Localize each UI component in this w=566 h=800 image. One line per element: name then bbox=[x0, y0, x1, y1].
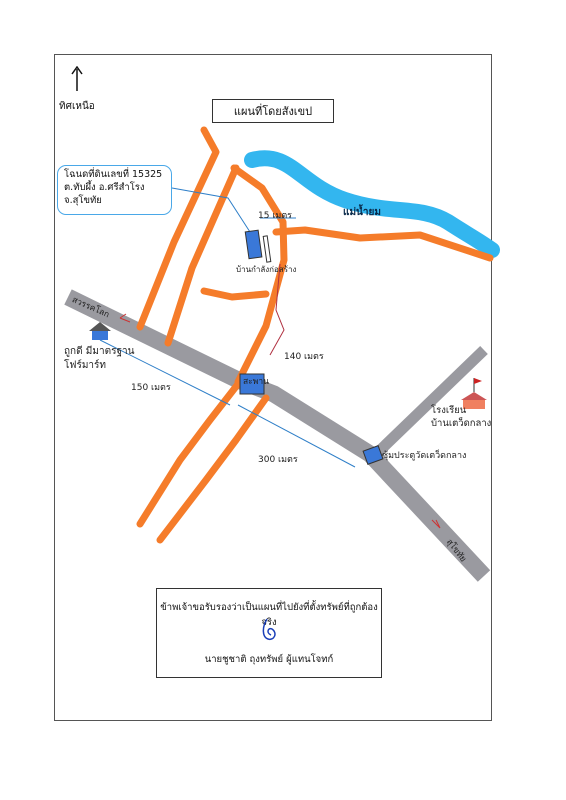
road-label-phitsanulok: สวรรคโลก bbox=[70, 295, 111, 321]
house-marker bbox=[245, 230, 262, 259]
distance-150-label: 150 เมตร bbox=[131, 383, 171, 393]
distance-140-label: 140 เมตร bbox=[284, 352, 324, 362]
deed-line-1: โฉนดที่ดินเลขที่ 15325 bbox=[64, 169, 163, 180]
shop-label-1: ถูกดี มีมาตรฐาน bbox=[64, 346, 135, 357]
main-highway bbox=[68, 297, 484, 576]
distance-15-label: 15 เมตร bbox=[258, 211, 293, 221]
house-label: บ้านกำลังก่อสร้าง bbox=[236, 265, 297, 274]
arch-label: ซุ้มประตูวัดเตว็ดกลาง bbox=[382, 451, 467, 461]
house-annex bbox=[263, 236, 271, 262]
road-label-sukhothai: สุโขทัย bbox=[443, 537, 468, 565]
school-label-2: บ้านเตว็ดกลาง bbox=[431, 418, 492, 429]
road-west-2 bbox=[168, 168, 236, 343]
distance-300-label: 300 เมตร bbox=[258, 455, 298, 465]
shop-label-2: โฟร์มาร์ท bbox=[64, 360, 106, 371]
deed-line-2: ต.ทับผึ้ง อ.ศรีสำโรง bbox=[64, 181, 145, 193]
north-label: ทิศเหนือ bbox=[59, 101, 95, 112]
road-branch bbox=[204, 291, 266, 297]
certification-text: ข้าพเจ้าขอรับรองว่าเป็นแผนที่ไปยังที่ตั้งทรัพย์ที่ถูกต้องจริง bbox=[160, 602, 378, 628]
signature bbox=[258, 617, 284, 647]
certifier-name: นายชูชาติ ถุงทรัพย์ ผู้แทนโจทก์ bbox=[204, 654, 334, 665]
deed-callout bbox=[57, 165, 172, 215]
map-title: แผนที่โดยสังเขป bbox=[212, 99, 334, 123]
school-label-1: โรงเรียน bbox=[431, 405, 467, 416]
road-west-1 bbox=[140, 130, 216, 327]
bridge-label: สะพาน bbox=[243, 377, 269, 387]
deed-line-3: จ.สุโขทัย bbox=[64, 194, 102, 206]
river-label: แม่น้ำยม bbox=[343, 207, 381, 218]
road-house bbox=[234, 168, 284, 382]
north-arrow-icon bbox=[71, 66, 83, 96]
